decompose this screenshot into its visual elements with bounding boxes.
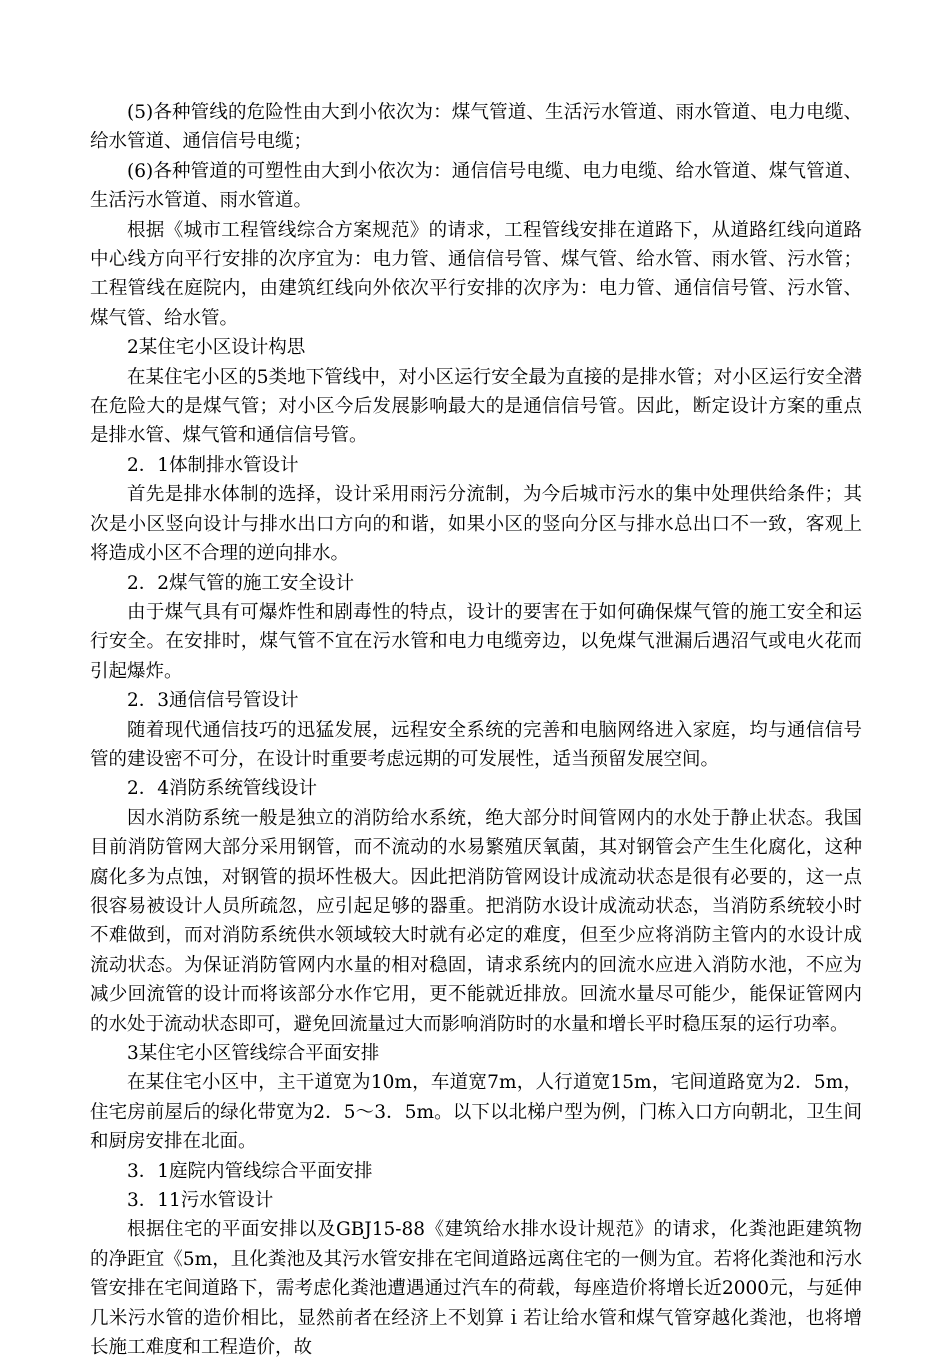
section-heading-2-3: 2．3通信信号管设计 — [127, 690, 299, 712]
section-heading-2: 2某住宅小区设计构思 — [127, 337, 306, 359]
section-heading-2-4: 2．4消防系统管线设计 — [127, 778, 318, 800]
paragraph-1: (5)各种管线的危险性由大到小依次为：煤气管道、生活污水管道、雨水管道、电力电缆、给水管道、通信信号电缆； — [90, 102, 862, 153]
paragraph-9: 在某住宅小区中，主干道宽为10m，车道宽7m，人行道宽15m，宅间道路宽为2．5m，住宅房前屋后的绿化带宽为2．5～3．5m。以下以北梯户型为例，门栋入口方向朝北，卫生间和厨房安排在北面。 — [90, 1072, 862, 1153]
paragraph-2: (6)各种管道的可塑性由大到小依次为：通信信号电缆、电力电缆、给水管道、煤气管道、生活污水管道、雨水管道。 — [90, 160, 862, 212]
section-heading-2-2: 2．2煤气管的施工安全设计 — [127, 572, 355, 594]
section-heading-3-1: 3．1庭院内管线综合平面安排 — [127, 1160, 373, 1182]
document-page — [90, 98, 862, 1362]
section-heading-3-11: 3．11污水管设计 — [127, 1190, 274, 1212]
section-heading-2-1: 2．1体制排水管设计 — [127, 454, 299, 476]
paragraph-5: 首先是排水体制的选择，设计采用雨污分流制，为今后城市污水的集中处理供给条件；其次是小区竖向设计与排水出口方向的和谐，如果小区的竖向分区与排水总出口不一致，客观上将造成小区不合理的逆向排水。 — [90, 484, 862, 565]
paragraph-7: 随着现代通信技巧的迅猛发展，远程安全系统的完善和电脑网络进入家庭，均与通信信号管的建设密不可分，在设计时重要考虑远期的可发展性，适当预留发展空间。 — [90, 719, 862, 770]
section-heading-3: 3某住宅小区管线综合平面安排 — [127, 1043, 380, 1064]
paragraph-4: 在某住宅小区的5类地下管线中，对小区运行安全最为直接的是排水管；对小区运行安全潜在危险大的是煤气管；对小区今后发展影响最大的是通信信号管。因此，断定设计方案的重点是排水管、煤气管和通信信号管。 — [90, 366, 862, 447]
paragraph-3: 根据《城市工程管线综合方案规范》的请求，工程管线安排在道路下，从道路红线向道路中心线方向平行安排的次序宜为：电力管、通信信号管、煤气管、给水管、雨水管、污水管；工程管线在庭院内，由建筑红线向外依次平行安排的次序为：电力管、通信信号管、污水管、煤气管、给水管。 — [90, 219, 862, 329]
paragraph-8: 因水消防系统一般是独立的消防给水系统，绝大部分时间管网内的水处于静止状态。我国目前消防管网大部分采用钢管，而不流动的水易繁殖厌氧菌，其对钢管会产生生化腐化，这种腐化多为点蚀，对钢管的损坏性极大。因此把消防管网设计成流动状态是很有必要的，这一点很容易被设计人员所疏忽，应引起足够的器重。把消防水设计成流动状态，当消防系统较小时不难做到，而对消防系统供水领域较大时就有必定的难度，但至少应将消防主管内的水设计成流动状态。为保证消防管网内水量的相对稳固，请求系统内的回流水应进入消防水池，不应为减少回流管的设计而将该部分水作它用，更不能就近排放。回流水量尽可能少，能保证管网内的水处于流动状态即可，避免回流量过大而影响消防时的水量和增长平时稳压泵的运行功率。 — [90, 807, 862, 1035]
paragraph-6: 由于煤气具有可爆炸性和剧毒性的特点，设计的要害在于如何确保煤气管的施工安全和运行安全。在安排时，煤气管不宜在污水管和电力电缆旁边，以免煤气泄漏后遇沼气或电火花而引起爆炸。 — [90, 601, 862, 682]
paragraph-10: 根据住宅的平面安排以及GBJ15-88《建筑给水排水设计规范》的请求，化粪池距建筑物的净距宜《5m，且化粪池及其污水管安排在宅间道路远离住宅的一侧为宜。若将化粪池和污水管安排在宅间道路下，需考虑化粪池遭遇通过汽车的荷载，每座造价将增长近2000元，与延伸几米污水管的造价相比，显然前者在经济上不划算ｉ若让给水管和煤气管穿越化粪池，也将增长施工难度和工程造价，故 — [90, 1219, 862, 1359]
